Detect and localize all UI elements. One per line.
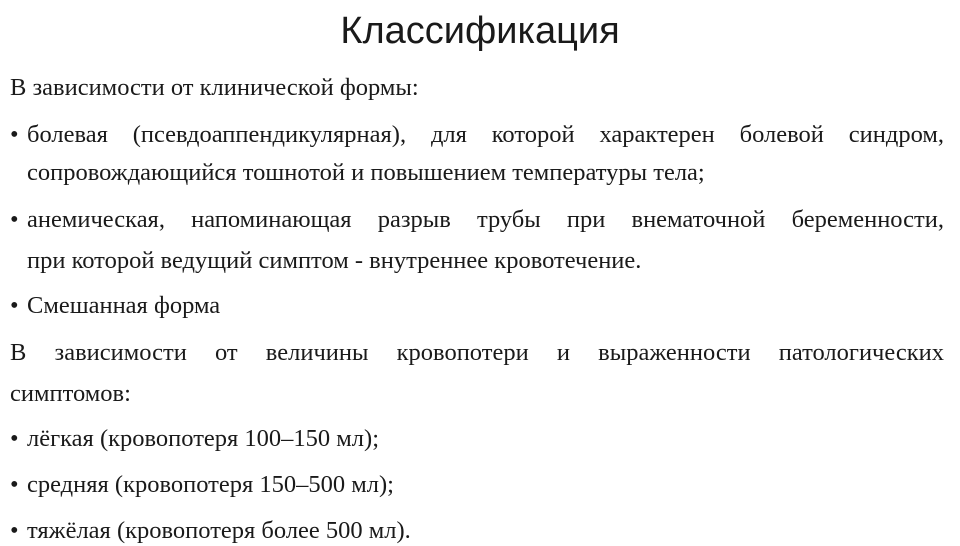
list-item-mixed-form — [10, 291, 944, 321]
list-item-text: средняя (кровопотеря 150–500 мл); — [27, 471, 394, 498]
bullet-icon: • — [10, 471, 19, 498]
list-item-continuation: сопровождающийся тошнотой и повышением температуры тела; — [27, 159, 705, 186]
list-item-text: анемическая, напоминающая разрыв трубы при внематочной беременности, — [27, 206, 944, 233]
section1-heading: В зависимости от клинической формы: — [10, 74, 419, 101]
bullet-icon: • — [10, 206, 19, 233]
list-item-continuation: при которой ведущий симптом - внутреннее кровотечение. — [27, 247, 642, 274]
bullet-icon: • — [10, 517, 19, 544]
section2-heading: В зависимости от величины кровопотери и выраженности патологических — [10, 339, 944, 366]
list-item-text: Смешанная форма — [27, 292, 221, 319]
section2-heading-continuation: симптомов: — [10, 380, 131, 407]
list-item-painful-form — [10, 120, 944, 150]
list-item-anemic-form — [10, 205, 944, 235]
list-item-moderate — [10, 470, 944, 500]
list-item-text: болевая (псевдоаппендикулярная), для которой характерен болевой синдром, — [27, 121, 944, 148]
list-item-severe — [10, 516, 944, 546]
list-item-text: лёгкая (кровопотеря 100–150 мл); — [27, 425, 379, 452]
bullet-icon: • — [10, 292, 19, 319]
bullet-icon: • — [10, 425, 19, 452]
bullet-icon: • — [10, 121, 19, 148]
list-item-mild — [10, 424, 944, 454]
list-item-text: тяжёлая (кровопотеря более 500 мл). — [27, 517, 411, 544]
slide-title: Классификация — [340, 10, 620, 52]
